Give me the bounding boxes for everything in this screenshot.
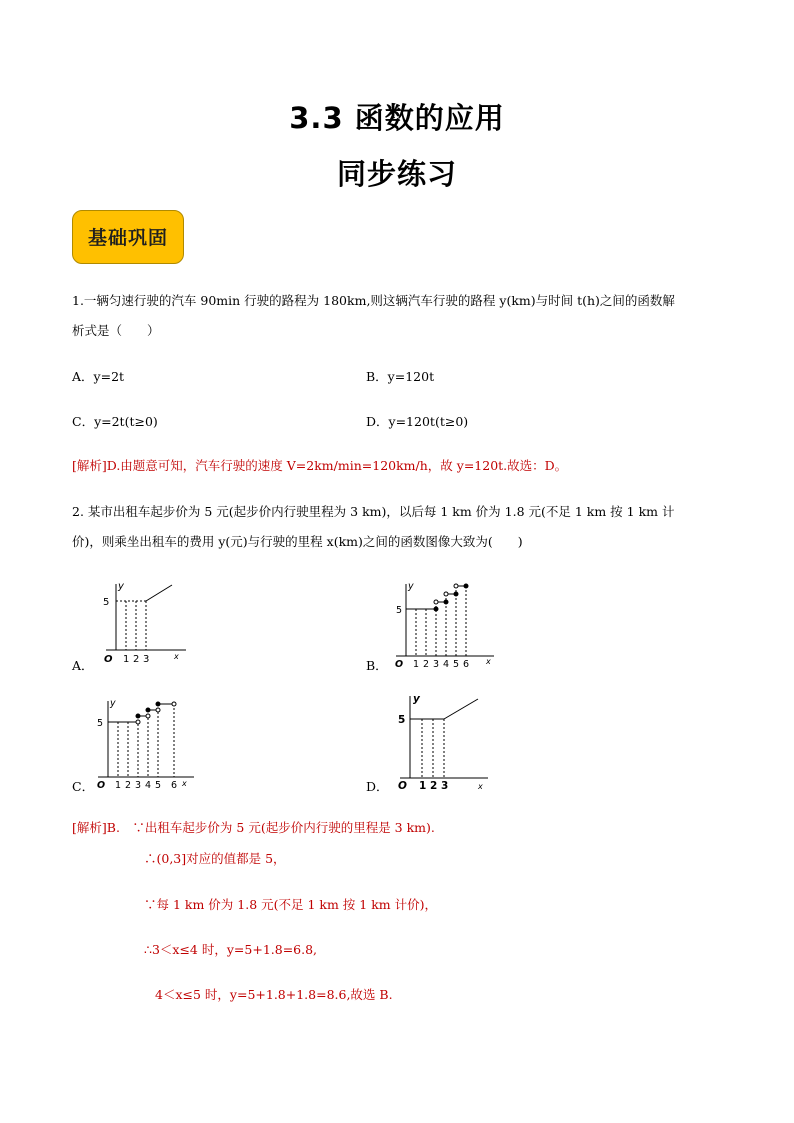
graph-d-tick: 2 <box>430 780 438 792</box>
graph-d-y-label: y <box>413 693 420 705</box>
graph-b-tick: 2 <box>423 659 430 670</box>
section-badge <box>72 210 184 264</box>
graph-d-x-label: x <box>478 782 483 791</box>
graph-a-origin: O <box>104 654 113 665</box>
graph-c-y-label: y <box>110 698 116 709</box>
graph-c-tick: 1 <box>115 780 122 791</box>
graph-d-origin: O <box>398 780 407 792</box>
graph-d-tick: 3 <box>441 780 449 792</box>
graph-a <box>92 578 192 670</box>
graph-a-y-tick: 5 <box>103 597 110 608</box>
graph-d-y-tick: 5 <box>398 714 406 726</box>
q2-analysis-line5: 4＜x≤5 时，y=5+1.8+1.8=8.6,故选 B. <box>155 987 393 1002</box>
q2-option-c-label: C． <box>72 779 95 794</box>
q2-analysis-line1: [解析]B. ∵出租车起步价为 5 元(起步价内行驶的里程是 3 km). <box>72 820 435 835</box>
graph-c-tick: 3 <box>135 780 142 791</box>
graph-b-origin: O <box>395 659 404 670</box>
q1-analysis: [解析]D.由题意可知，汽车行驶的速度 V=2km/min=120km/h，故 y=120t.故选：D。 <box>72 458 568 473</box>
graph-c-x-label: x <box>182 779 187 788</box>
q2-stem-line1: 2. 某市出租车起步价为 5 元(起步价内行驶里程为 3 km)，以后每 1 km 价为 1.8 元(不足 1 km 按 1 km 计 <box>72 504 675 519</box>
graph-d-tick: 1 <box>419 780 427 792</box>
graph-d <box>390 690 494 792</box>
q1-option-b: B．y=120t <box>366 369 435 384</box>
q2-stem-line2: 价)，则乘坐出租车的费用 y(元)与行驶的里程 x(km)之间的函数图像大致为( ) <box>72 534 523 549</box>
page-title: 3.3 函数的应用 <box>289 101 505 135</box>
graph-a-tick: 3 <box>143 654 150 665</box>
graph-a-tick: 1 <box>123 654 130 665</box>
graph-b-tick: 5 <box>453 659 460 670</box>
q2-option-d-label: D． <box>366 779 389 794</box>
graph-c-tick: 6 <box>171 780 178 791</box>
section-badge-label: 基础巩固 <box>87 227 168 249</box>
graph-c-origin: O <box>97 780 106 791</box>
graph-b-x-label: x <box>486 657 491 666</box>
q2-option-a-label: A． <box>72 658 94 673</box>
q1-stem-line2: 析式是（ ） <box>72 323 160 338</box>
graph-a-tick: 2 <box>133 654 140 665</box>
graph-a-x-label: x <box>174 652 179 661</box>
graph-c-tick: 2 <box>125 780 132 791</box>
graph-b-y-label: y <box>408 581 414 592</box>
q2-analysis-line4: ∴3＜x≤4 时，y=5+1.8=6.8, <box>144 942 318 957</box>
graph-c <box>90 695 200 791</box>
graph-c-tick: 5 <box>155 780 162 791</box>
q2-analysis-line2: ∴(0,3]对应的值都是 5， <box>144 851 286 866</box>
q1-option-c: C．y=2t(t≥0) <box>72 414 158 429</box>
page-subtitle: 同步练习 <box>336 157 457 191</box>
graph-a-rising-segment <box>146 585 172 601</box>
graph-b-tick: 4 <box>443 659 450 670</box>
graph-b-y-tick: 5 <box>396 605 403 616</box>
q1-stem-line1: 1.一辆匀速行驶的汽车 90min 行驶的路程为 180km,则这辆汽车行驶的路程 y(km)与时间 t(h)之间的函数解 <box>72 293 675 308</box>
graph-c-y-tick: 5 <box>97 718 104 729</box>
q1-option-d: D．y=120t(t≥0) <box>366 414 469 429</box>
graph-b-tick: 6 <box>463 659 470 670</box>
q2-analysis-line3: ∵每 1 km 价为 1.8 元(不足 1 km 按 1 km 计价)， <box>144 897 437 912</box>
graph-b-tick: 3 <box>433 659 440 670</box>
graph-b-tick: 1 <box>413 659 420 670</box>
graph-d-rising-segment <box>444 699 478 719</box>
q2-option-b-label: B． <box>366 658 388 673</box>
graph-c-tick: 4 <box>145 780 152 791</box>
q1-option-a: A．y=2t <box>72 369 125 384</box>
graph-b <box>388 578 500 670</box>
graph-a-y-label: y <box>118 581 124 592</box>
